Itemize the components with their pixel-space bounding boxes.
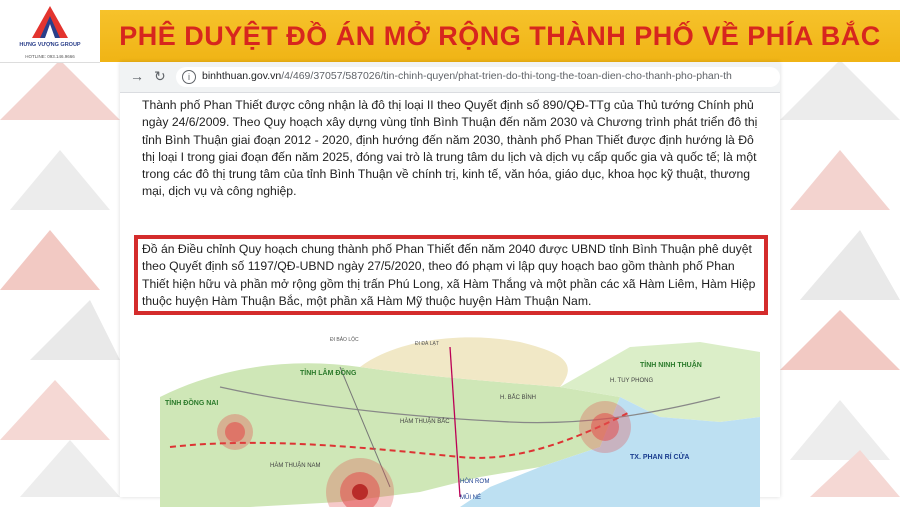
map-target-right	[579, 401, 631, 453]
map-label-tuy-phong: H. TUY PHONG	[610, 378, 654, 384]
map-label-hon-rom: HÒN RƠM	[460, 479, 490, 485]
header-banner	[0, 0, 900, 62]
background-pattern-left	[0, 60, 120, 497]
banner-title: PHÊ DUYỆT ĐỒ ÁN MỞ RỘNG THÀNH PHỐ VỀ PHÍA BẮC	[119, 20, 881, 51]
url-field[interactable]	[176, 67, 780, 87]
map-label-mui-ne: MŨI NÉ	[460, 495, 481, 501]
url-host: binhthuan.gov.vn	[202, 70, 282, 82]
reload-icon[interactable]: ↻	[154, 68, 166, 84]
map-label-di-da-lat: ĐI ĐÀ LẠT	[415, 341, 439, 347]
address-bar	[120, 62, 780, 93]
url-text	[202, 70, 732, 82]
map-label-ninh-thuan: TỈNH NINH THUẬN	[640, 362, 702, 369]
article-paragraph-2: Đồ án Điều chỉnh Quy hoạch chung thành phố Phan Thiết đến năm 2040 được UBND tỉnh Bình Thuận phê duyệt theo Quyết định số 1197/QĐ-UBND ngày 27/5/2020, theo đó phạm vi lập quy hoạch bao gồm thành phố Phan Thiết hiện hữu và phần mở rộng gồm thị trấn Phú Long, xã Hàm Thắng và một phần các xã Hàm Liêm, Hàm Hiệp thuộc huyện Hàm Thuận Bắc, một phần xã Hàm Mỹ thuộc huyện Hàm Thuận Nam.	[142, 242, 756, 308]
article-paragraph-1: Thành phố Phan Thiết được công nhận là đô thị loại II theo Quyết định số 890/QĐ-TTg của Thủ tướng Chính phủ ngày 24/6/2009. Theo Quy hoạch xây dựng vùng tỉnh Bình Thuận đến năm 2030 và Chương trình phát triển đô thị tỉnh Bình Thuận giai đoạn 2012 - 2020, định hướng đến năm 2030, thành phố Phan Thiết được định hướng là Đô thị loại I trong giai đoạn đến năm 2025, đóng vai trò là trung tâm du lịch và dịch vụ cấp quốc gia và quốc tế; là một trong các đô thị trung tâm của tỉnh Bình Thuận về chính trị, kinh tế, văn hóa, giáo dục, khoa học kỹ thuật, thương mại, dịch vụ và công nghiệp.	[142, 98, 758, 199]
forward-arrow-icon[interactable]: →	[130, 68, 144, 84]
background-pattern-right	[780, 60, 900, 497]
planning-map	[160, 327, 760, 507]
url-path: /4/469/37057/587026/tin-chinh-quyen/phat-trien-do-thi-tong-the-toan-dien-cho-thanh-pho-phan-th	[281, 70, 732, 82]
article-page	[120, 93, 780, 501]
map-label-lam-dong: TỈNH LÂM ĐỒNG	[300, 370, 357, 377]
map-target-left	[217, 414, 253, 450]
map-label-phan-ri-cua: TX. PHAN RÍ CỬA	[630, 454, 690, 461]
logo-hotline: HOTLINE: 093.146.9666	[25, 54, 75, 59]
logo-name: HƯNG VƯỢNG GROUP	[19, 42, 81, 48]
company-logo	[0, 0, 100, 63]
site-info-icon[interactable]: i	[182, 70, 196, 84]
map-label-ham-thuan-bac: HÀM THUẬN BẮC	[400, 419, 450, 425]
map-label-bac-binh: H. BẮC BÌNH	[500, 395, 537, 401]
map-label-dong-nai: TỈNH ĐỒNG NAI	[165, 400, 219, 407]
browser-window	[120, 62, 780, 501]
title-bar	[100, 10, 900, 62]
map-label-ham-thuan-nam: HÀM THUẬN NAM	[270, 463, 321, 469]
map-label-di-bao-loc: ĐI BẢO LỘC	[330, 337, 359, 343]
triangle-logo-icon	[0, 0, 100, 44]
